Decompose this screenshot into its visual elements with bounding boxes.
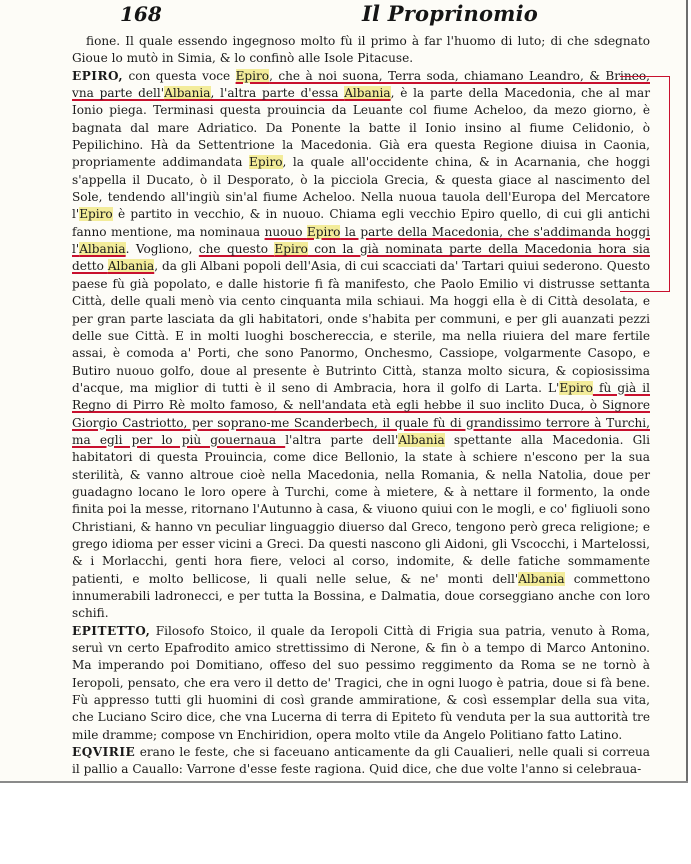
highlighted-term: Albania (107, 259, 155, 274)
page-number: 168 (120, 2, 162, 26)
highlighted-term: Albania (398, 432, 445, 447)
highlighted-term: Albania (518, 571, 565, 586)
underlined-text: , che à noi suona, Terra soda, chiamano Leandro, & Brineo, vna parte dell' (72, 68, 650, 101)
page-edge-shadow (686, 0, 688, 783)
text-run: fione. Il quale essendo ingegnoso molto fù il primo à far l'huomo di luto; di che sdegnato Gioue lo mutò in Simia, & lo confinò alle Isole Pitacuse. (72, 34, 650, 66)
highlighted-term: Epiro (249, 155, 283, 170)
entry-headword: EQVIRIE (72, 745, 136, 760)
entry-headword: EPIRO, (72, 68, 124, 83)
text-run: Filosofo Stoico, il quale da Ieropoli Città di Frigia sua patria, venuto à Roma, seruì vn certo Epafrodito amico strettissimo di Nerone, & fin ò a tempo di Marco Antonino. Ma imperando poi Domitiano, offeso del suo pessimo reggimento da Roma se ne tornò à Ieropoli, pensato, che era vero il detto de' Tragici, che in ogni luogo è patria, doue si fà bene. Fù appresso tutti gli huomini di così grande ammiratione, & così essemplar della sua vita, che Luciano Sciro dice, che vna Lucerna di terra di Epiteto fù venduta per la sua auttorità tre mile dramme; compose vn Enchiridion, opera molto vtile da Angelo Politiano fatto Latino. (72, 623, 650, 742)
underlined-text: con la già nominata parte della Macedonia hora sia detto (72, 242, 650, 274)
text-run: l'altra parte dell' (285, 432, 399, 447)
entry-headword: EPITETTO, (72, 623, 151, 638)
highlighted-term: Epiro (559, 380, 593, 395)
highlighted-term: Epiro (235, 68, 270, 83)
highlighted-term: Albania (79, 242, 126, 257)
entry-epiro (72, 68, 650, 623)
text-run: spettante alla Macedonia. Gli habitatori di questa Prouincia, come dice Bellonio, la state à schiere n'escono per la sua sterilità, & vanno altroue cioè nella Macedonia, nella Romania, & nella Natolia, doue per guadagno locano le loro opere à Turchi, come à mietere, & à nettare il formento, la onde finita poi la messe, ritornano l'Autunno à casa, & viuono quiui con le mogli, e co' figliuoli sono Christiani, & hanno vn peculiar linguaggio diuerso dal Greco, tengono però greca religione; e grego idioma per esser vicini a Greci. Da questi nascono gli Aidoni, gli Vscocchi, i Martelossi, & i Morlacchi, genti hora fiere, veloci al corso, indomite, & delle fatiche sommamente patienti, e molto bellicose, li quali nelle selue, & ne' monti dell' (72, 432, 650, 586)
running-title: Il Proprinomio (362, 1, 538, 26)
underlined-text: fù già il Regno di Pirro Rè molto famoso, & nell'andata età egli hebbe il suo inclito Duca, ò Signore Giorgio Castriotto, per soprano- (72, 380, 650, 430)
text-run: commettono innumerabili ladronecci, e per tutta la Bossina, e Dalmatia, doue corseggiano anche con loro schifi. (72, 571, 651, 621)
running-head (40, 2, 660, 30)
highlighted-term: Albania (164, 86, 211, 101)
text-run: con questa voce (123, 68, 236, 83)
page-bottom-edge (0, 781, 688, 783)
red-bracket-annotation (620, 76, 670, 292)
underlined-text: , l'altra parte d'essa (210, 86, 345, 101)
underlined-text: la parte della Macedonia, che s'addimanda hoggi l' (72, 224, 650, 257)
underlined-text: me Scanderbech, il quale fù di grandissimo terrore à Turchi, ma egli per lo più gouernaua (72, 415, 650, 447)
highlighted-term: Albania (344, 86, 391, 101)
text-run: , da gli Albani popoli dell'Asia, di cui scacciati da' Tartari quiui sederono. Questo paese fù già popolato, e dalle historie fi fà manifesto, che Paolo Emilio vi distrusse settanta Città, delle quali menò via cento cinquanta mila schiaui. Ma hoggi ella è di Città desolata, e per gran parte lasciata da gli habitatori, onde s'habita per communi, e per gli auanzati pezzi delle sue Città. E in molti luoghi boschereccia, e sterile, ma nella riuiera del mare fertile assai, è comoda a' Porti, che sono Panormo, Onchesmo, Cassiope, volgarmente Casopo, e Butiro nuouo golfo, doue al presente è Butrinto Città, stanza molto sicura, & copiosissima d'acque, ma miglior di tutti è il seno di Ambracia, hora il golfo di Larta. L' (72, 259, 651, 395)
highlighted-term: Epiro (274, 242, 308, 257)
text-run: , è la parte della Macedonia, che al mar Ionio piega. Terminasi questa prouincia da Leuante col fiume Acheloo, da mezo giorno, è bagnata dal mare Adriatico. Da Ponente la batte il Ionio insino al fiume Celidonio, ò Pepilichino. Hà da Settentrione la Macedonia. Già era questa Regione diuisa in Caonia, propriamente addimandata (72, 86, 650, 170)
highlighted-term: Epiro (79, 207, 113, 222)
underlined-text: che questo (198, 242, 275, 257)
entry-epitetto (72, 623, 650, 744)
underlined-text: nuouo (264, 224, 307, 239)
entry-equirie (72, 744, 650, 779)
text-run: è partito in vecchio, & in nuouo. Chiama egli vecchio Epiro quello, di cui gli antichi fanno mentione, ma nominaua (72, 207, 650, 239)
entry-continuation (72, 33, 650, 68)
text-run: , la quale all'occidente china, & in Acarnania, che hoggi s'appella il Ducato, ò il Desporato, ò la picciola Grecia, & questa giace al nascimento del Sole, tendendo all'ingiù sin'al fiume Acheloo. Nella nuoua tauola dell'Europa del Mercatore l' (72, 155, 650, 222)
highlighted-term: Epiro (306, 224, 341, 239)
text-run: erano le feste, che si faceuano anticamente da gli Caualieri, nelle quali si correua il pallio a Cauallo: Varrone d'esse feste ragiona. Quid dice, che due volte l'anno si celebraua- (72, 745, 650, 777)
text-run: . Vogliono, (125, 242, 199, 257)
dictionary-text (72, 33, 650, 779)
